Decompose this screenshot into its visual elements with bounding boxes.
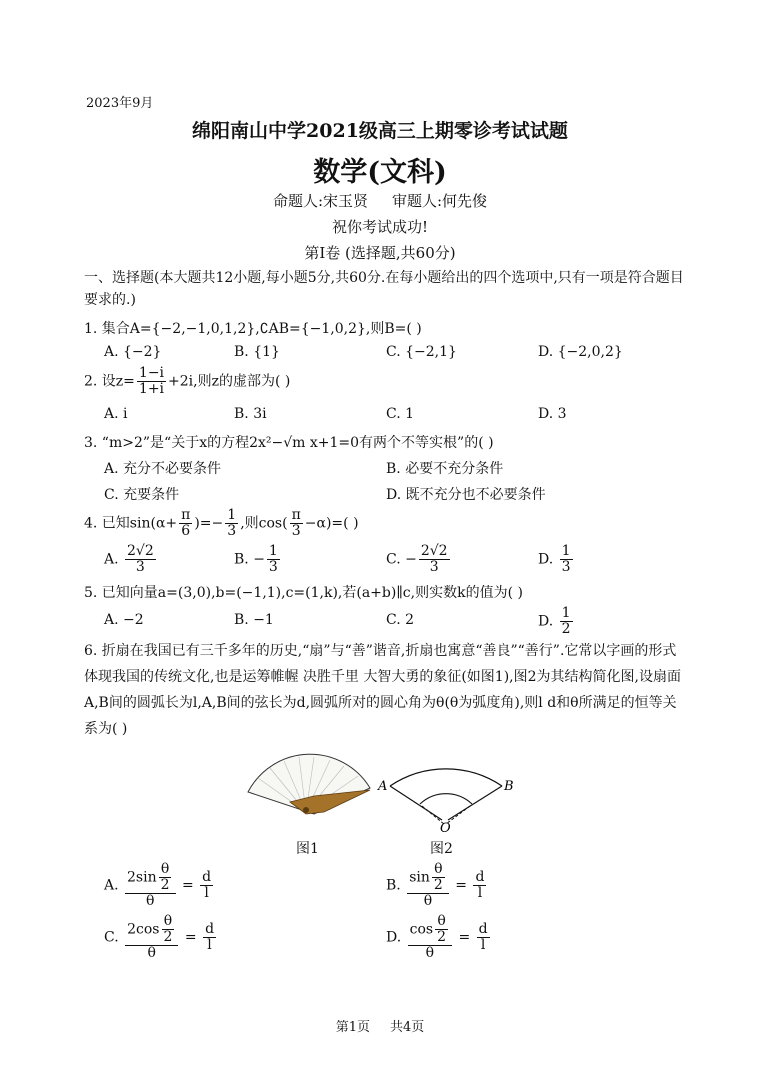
q2-frac-num: 1−i — [138, 365, 165, 381]
q5-d-den: 2 — [561, 621, 571, 637]
page-number: 第1页 — [335, 1020, 370, 1035]
q6-a-half-num: θ — [160, 861, 170, 877]
q1-option-c: C. {−2,1} — [386, 344, 457, 360]
wish-line: 祝你考试成功! — [331, 218, 429, 236]
q4-c-frac — [419, 544, 450, 575]
q2-post: +2i,则z的虚部为( ) — [168, 373, 291, 390]
section-instructions: 一、选择题(本大题共12小题,每小题5分,共60分.在每小题给出的四个选项中,只有一项是符合题目要求的.) — [84, 270, 684, 308]
q5-option-d — [538, 606, 575, 637]
q4-option-a — [104, 544, 158, 575]
q5-option-b: B. −1 — [234, 612, 274, 628]
q6-c-half — [162, 914, 175, 945]
q1-option-d: D. {−2,0,2} — [538, 344, 623, 360]
q1-stem: 1. 集合A={−2,−1,0,1,2},∁AB={−1,0,2},则B=( ) — [84, 321, 422, 337]
q6-option-c — [104, 914, 218, 961]
q6-d-lhs — [408, 914, 452, 961]
fig2-caption: 图2 — [430, 841, 453, 857]
q6-a-lhs-den: θ — [146, 893, 155, 909]
radius-oa — [390, 786, 442, 820]
q3-option-c: C. 充要条件 — [104, 487, 180, 503]
q6-c-half-num: θ — [163, 913, 173, 929]
inner-arc — [420, 794, 472, 804]
q4-frac1 — [179, 508, 192, 539]
page-total: 共4页 — [390, 1020, 425, 1035]
q2-option-d: D. 3 — [538, 406, 567, 422]
q6-a-eq: = — [181, 877, 194, 894]
q6-a-lhs-num — [125, 862, 176, 894]
q6-c-rhs — [203, 922, 216, 953]
q2-fraction — [137, 366, 166, 397]
q4-d-frac — [560, 544, 573, 575]
q4-b-frac — [267, 544, 280, 575]
q6-c-rhs-num: d — [205, 921, 215, 937]
q4-frac2 — [225, 508, 238, 539]
q4-option-c — [386, 544, 452, 575]
q4-option-d — [538, 544, 575, 575]
exam-title: 绵阳南山中学2021级高三上期零诊考试试题 — [192, 120, 568, 142]
q4-frac3-num: π — [291, 507, 301, 523]
q6-b-lhs-den: θ — [423, 893, 433, 909]
q4-frac3-den: 3 — [291, 523, 301, 539]
q6-b-half — [432, 862, 445, 893]
q6-d-func: cos — [409, 921, 434, 938]
q6-d-rhs-den: l — [480, 937, 486, 953]
q4-frac3 — [290, 508, 303, 539]
fan-diagram-figure-2 — [376, 748, 516, 836]
q2-option-b: B. 3i — [234, 406, 267, 422]
q6-a-rhs — [200, 870, 213, 901]
q6-b-half-num: θ — [434, 861, 443, 877]
q6-d-rhs — [477, 922, 490, 953]
q2-stem — [84, 366, 290, 397]
q4-p2: )=− — [194, 515, 224, 532]
page-footer — [0, 1016, 760, 1035]
q6-c-rhs-den: l — [207, 937, 212, 953]
q6-b-lhs-num — [407, 862, 449, 894]
q4-a-num: 2√2 — [127, 543, 154, 559]
q6-d-label: D. — [386, 929, 402, 946]
q5-d-frac — [560, 606, 573, 637]
q6-a-rhs-den: l — [204, 885, 209, 901]
q4-p1: 4. 已知sin(α+ — [84, 515, 178, 532]
q4-b-label: B. − — [234, 551, 265, 568]
q6-a-lhs — [125, 862, 176, 909]
q1-option-b: B. {1} — [234, 344, 280, 360]
q5-d-num: 1 — [561, 605, 571, 621]
q6-d-lhs-den: θ — [425, 945, 435, 961]
fan-figure-1 — [244, 752, 374, 822]
q4-a-label: A. — [104, 551, 119, 568]
q4-a-den: 3 — [135, 559, 145, 575]
q3-option-d: D. 既不充分也不必要条件 — [386, 487, 546, 503]
q6-c-func: 2cos — [127, 921, 160, 938]
exam-date: 2023年9月 — [86, 96, 154, 111]
q6-c-lhs — [125, 914, 178, 961]
q6-a-func: 2sin — [127, 869, 157, 886]
q4-d-label: D. — [538, 551, 554, 568]
q4-option-b — [234, 544, 282, 575]
q4-c-num: 2√2 — [420, 543, 448, 559]
q6-c-eq: = — [184, 929, 197, 946]
q4-d-num: 1 — [561, 543, 571, 559]
q6-b-lhs — [407, 862, 449, 909]
q4-p4: −α)=( ) — [304, 515, 359, 532]
q2-option-a: A. i — [104, 406, 128, 422]
q6-d-lhs-num — [408, 914, 452, 946]
q4-b-den: 3 — [268, 559, 278, 575]
subject-title: 数学(文科) — [313, 157, 447, 188]
q4-p3: ,则cos( — [240, 515, 288, 532]
q6-a-half — [159, 862, 172, 893]
q4-d-den: 3 — [561, 559, 571, 575]
authors-line — [0, 190, 760, 211]
radius-ob — [448, 786, 502, 820]
q3-option-b: B. 必要不充分条件 — [386, 461, 504, 477]
q2-pre: 2. 设z= — [84, 373, 135, 390]
q2-frac-den: 1+i — [138, 381, 165, 397]
label-a: A — [378, 779, 388, 794]
fan-pivot — [303, 807, 309, 813]
q5-stem: 5. 已知向量a=(3,0),b=(−1,1),c=(1,k),若(a+b)∥c,则实数k的值为( ) — [84, 585, 523, 601]
q6-option-a — [104, 862, 215, 909]
reviewer: 审题人:何先俊 — [392, 192, 488, 210]
q5-option-c: C. 2 — [386, 612, 415, 628]
q3-stem: 3. “m>2”是“关于x的方程2x²−√m x+1=0有两个不等实根”的( ) — [84, 435, 494, 451]
q5-d-label: D. — [538, 613, 554, 630]
q6-b-half-den: 2 — [433, 877, 443, 893]
volume-heading: 第Ⅰ卷 (选择题,共60分) — [304, 244, 456, 262]
q6-option-b — [386, 862, 488, 909]
q6-b-rhs-num: d — [475, 869, 485, 885]
q6-d-half-den: 2 — [437, 929, 447, 945]
q2-option-c: C. 1 — [386, 406, 415, 422]
q6-b-func: sin — [409, 869, 430, 886]
q4-frac1-den: 6 — [181, 523, 191, 539]
q1-option-a: A. {−2} — [104, 344, 162, 360]
q6-a-label: A. — [104, 877, 119, 894]
q6-d-half — [435, 914, 448, 945]
q6-c-lhs-den: θ — [147, 945, 156, 961]
label-b: B — [504, 779, 514, 794]
q6-b-rhs — [473, 870, 486, 901]
q4-frac1-num: π — [181, 507, 191, 523]
q4-frac2-den: 3 — [227, 523, 237, 539]
q4-stem — [84, 508, 359, 539]
q6-c-half-den: 2 — [163, 929, 173, 945]
q4-frac2-num: 1 — [227, 507, 237, 523]
q6-b-eq: = — [455, 877, 467, 894]
q6-stem: 6. 折扇在我国已有三千多年的历史,“扇”与“善”谐音,折扇也寓意“善良”“善行”.它常以字画的形式体现我国的传统文化,也是运筹帷幄 决胜千里 大智大勇的象征(如图1),图2为其结构简化图,设扇面A,B间的圆弧长为l,A,B间的弦长为d,圆弧所对的圆心角为θ(θ为弧度角),则l d和θ所满足的恒等关系为( ) — [84, 643, 681, 737]
q4-b-num: 1 — [268, 543, 278, 559]
label-o: O — [440, 821, 451, 836]
proposer: 命题人:宋玉贤 — [272, 192, 368, 210]
q4-c-label: C. − — [386, 551, 417, 568]
q6-a-rhs-num: d — [202, 869, 212, 885]
q6-d-eq: = — [458, 929, 471, 946]
q6-option-d — [386, 914, 492, 961]
q5-option-a: A. −2 — [104, 612, 144, 628]
q6-b-label: B. — [386, 877, 401, 894]
fig1-caption: 图1 — [296, 841, 319, 857]
q6-d-half-num: θ — [437, 913, 446, 929]
q6-b-rhs-den: l — [477, 885, 483, 901]
outer-arc — [390, 769, 502, 786]
q6-c-lhs-num — [125, 914, 178, 946]
q4-c-den: 3 — [429, 559, 439, 575]
q6-d-rhs-num: d — [478, 921, 488, 937]
q6-a-half-den: 2 — [160, 877, 170, 893]
q6-c-label: C. — [104, 929, 119, 946]
q4-a-frac — [125, 544, 156, 575]
q3-option-a: A. 充分不必要条件 — [104, 461, 222, 477]
